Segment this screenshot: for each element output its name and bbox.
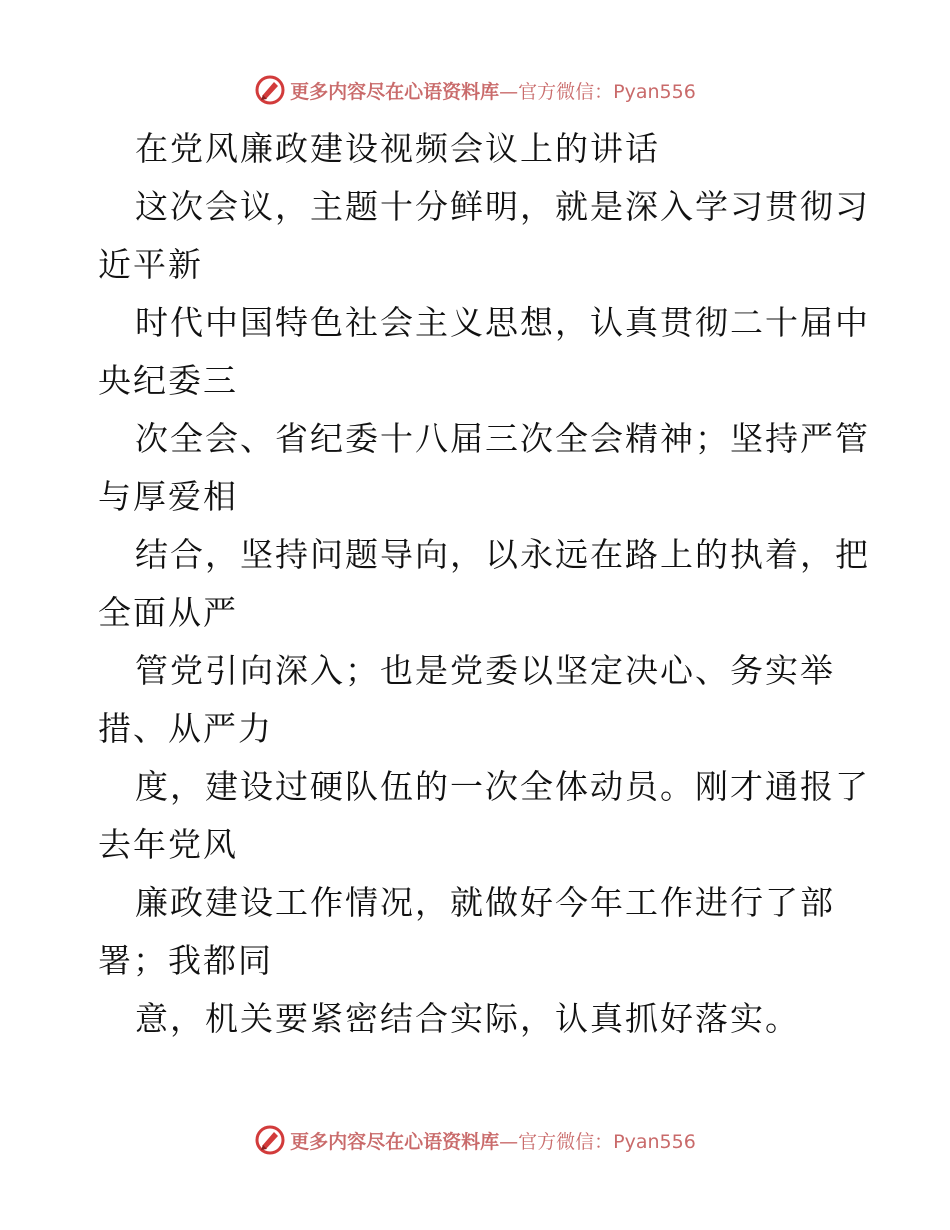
document-body	[98, 120, 870, 1048]
text-line: 意，机关要紧密结合实际，认真抓好落实。	[135, 999, 800, 1038]
banner-wechat-text: —官方微信：Pyan556	[499, 80, 696, 103]
text-line: 次全会、省纪委十八届三次全会精神；坚持严管	[135, 419, 870, 458]
text-line: 这次会议，主题十分鲜明，就是深入学习贯彻习	[135, 187, 870, 226]
text-line: 央纪委三	[98, 361, 238, 400]
footer-banner	[0, 1120, 950, 1160]
document-title: 在党风廉政建设视频会议上的讲话	[135, 129, 660, 168]
text-line: 廉政建设工作情况，就做好今年工作进行了部	[135, 883, 835, 922]
text-line: 署；我都同	[98, 941, 273, 980]
pen-nib-logo-icon	[254, 74, 286, 106]
text-line: 时代中国特色社会主义思想，认真贯彻二十届中	[135, 303, 870, 342]
pen-nib-logo-icon	[254, 1124, 286, 1156]
text-line: 近平新	[98, 245, 203, 284]
text-line: 措、从严力	[98, 709, 273, 748]
header-banner	[0, 70, 950, 110]
text-line: 去年党风	[98, 825, 238, 864]
text-line: 结合，坚持问题导向，以永远在路上的执着，把	[135, 535, 870, 574]
text-line: 全面从严	[98, 593, 238, 632]
banner-brand-text: 更多内容尽在心语资料库	[290, 1130, 500, 1153]
text-line: 与厚爱相	[98, 477, 238, 516]
banner-wechat-text: —官方微信：Pyan556	[499, 1130, 696, 1153]
banner-brand-text: 更多内容尽在心语资料库	[290, 80, 500, 103]
text-line: 度，建设过硬队伍的一次全体动员。刚才通报了	[135, 767, 870, 806]
text-line: 管党引向深入；也是党委以坚定决心、务实举	[135, 651, 835, 690]
